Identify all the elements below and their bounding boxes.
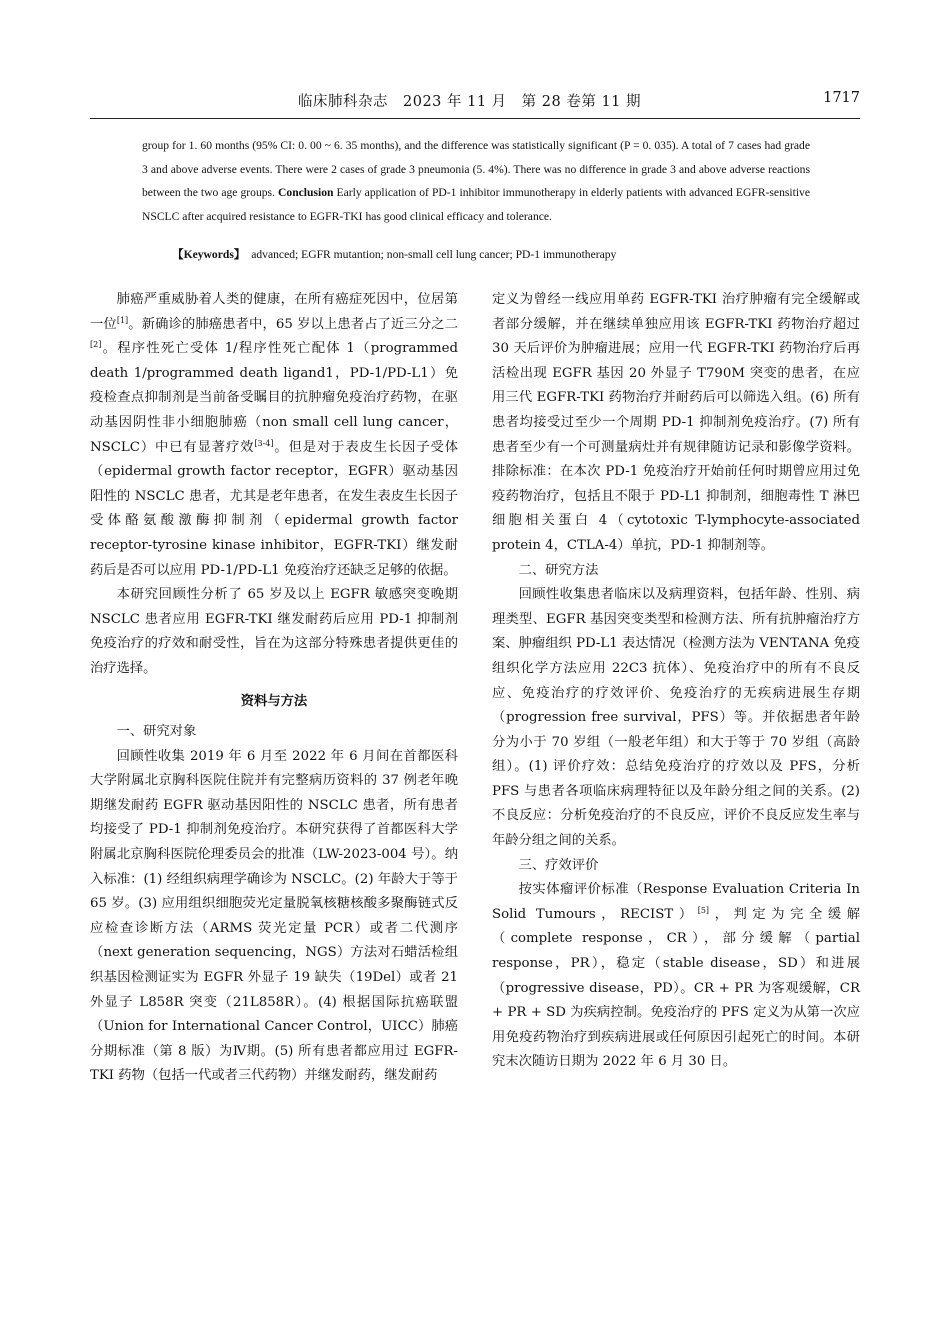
- methods-paragraph-1-continued: 定义为曾经一线应用单药 EGFR-TKI 治疗肿瘤有完全缓解或者部分缓解，并在继续单独应用该 EGFR-TKI 药物治疗超过 30 天后评价为肿瘤进展；应用一代 EGFR-TKI 药物治疗后再活检出现 EGFR 基因 20 外显子 T790M 突变的患者，在应用三代 EGFR-TKI 药物治疗并耐药后可以筛选入组。(6) 所有患者均接受过至少一个周期 PD-1 抑制剂免疫治疗。(7) 所有患者至少有一个可测量病灶并有规律随访记录和影像学资料。排除标准：在本次 PD-1 免疫治疗开始前任何时期曾应用过免疫药物治疗，包括且不限于 PD-L1 抑制剂，细胞毒性 T 淋巴细胞相关蛋白 4（cytotoxic T-lymphocyte-associated protein 4，CTLA-4）单抗，PD-1 抑制剂等。: [492, 292, 860, 553]
- methods-paragraph-2: 回顾性收集患者临床以及病理资料，包括年龄、性别、病理类型、EGFR 基因突变类型和检测方法、所有抗肿瘤治疗方案、肿瘤组织 PD-L1 表达情况（检测方法为 VENTANA 免疫组织化学方法应用 22C3 抗体）、免疫治疗中的所有不良反应、免疫治疗的疗效评价、免疫治疗的无疾病进展生存期（progression free survival，PFS）等。并依据患者年龄分为小于 70 岁组（一般老年组）和大于等于 70 岁组（高龄组）。(1) 评价疗效：总结免疫治疗的疗效以及 PFS，分析 PFS 与患者各项临床病理特征以及年龄分组之间的关系。(2) 不良反应：分析免疫治疗的不良反应，评价不良反应发生率与年龄分组之间的关系。: [492, 587, 860, 849]
- efficacy-text-b: ，判定为完全缓解（complete response，CR），部分缓解（partial response，PR），稳定（stable disease，SD）和进展（progressive disease，PD）。CR + PR 为客观缓解，CR + PR + SD 为疾病控制。免疫治疗的 PFS 定义为从第一次应用免疫药物治疗到疾病进展或任何原因引起死亡的时间。本研究末次随访日期为 2022 年 6 月 30 日。: [492, 906, 860, 1070]
- ref-1: [1]: [116, 315, 129, 325]
- methods-paragraph-1: 回顾性收集 2019 年 6 月至 2022 年 6 月间在首都医科大学附属北京胸科医院住院并有完整病历资料的 37 例老年晚期继发耐药 EGFR 驱动基因阳性的 NSCLC 患者，所有患者均接受了 PD-1 抑制剂免疫治疗。本研究获得了首都医科大学附属北京胸科医院伦理委员会的批准（LW-2023-004 号）。纳入标准：(1) 经组织病理学确诊为 NSCLC。(2) 年龄大于等于 65 岁。(3) 应用组织细胞荧光定量脱氧核糖核酸多聚酶链式反应检查诊断方法（ARMS 荧光定量 PCR）或者二代测序（next generation sequencing，NGS）方法对石蜡活检组织基因检测证实为 EGFR 外显子 19 缺失（19Del）或者 21 外显子 L858R 突变（21L858R）。(4) 根据国际抗癌联盟（Union for International Cancer Control，UICC）肺癌分期标准（第 8 版）为Ⅳ期。(5) 所有患者都应用过 EGFR-TKI 药物（包括一代或者三代药物）并继发耐药，继发耐药: [90, 748, 458, 1084]
- ref-2: [2]: [90, 340, 102, 350]
- keywords-label: 【Keywords】: [172, 248, 246, 261]
- journal-info: 临床肺科杂志 2023 年 11 月 第 28 卷第 11 期: [298, 94, 642, 110]
- running-header: [90, 84, 860, 119]
- subhead-study-methods: 二、研究方法: [518, 562, 599, 578]
- abstract-results: [142, 134, 810, 228]
- right-column: [492, 288, 860, 1075]
- conclusion-text: Early application of PD-1 inhibitor immunotherapy in elderly patients with advanced EGFR-sensitive NSCLC after acquired resistance to EGFR-TKI has good clinical efficacy and tolerance.: [142, 186, 810, 223]
- subhead-study-subjects: 一、研究对象: [116, 724, 197, 740]
- abstract-results-text: group for 1. 60 months (95% CI: 0. 00 ~ 6. 35 months), and the difference was statistically significant (P = 0. 035). A total of 7 cases had grade 3 and above adverse events. There were 2 cases of grade 3 pneumonia (5. 4%). There was no difference in grade 3 and above adverse reactions between the two age groups.: [142, 139, 810, 200]
- methods-paragraph-3: [492, 878, 860, 1075]
- ref-3-4: [3-4]: [254, 438, 274, 448]
- subhead-efficacy-evaluation: 三、疗效评价: [518, 857, 599, 873]
- intro-text-d: 。但是对于表皮生长因子受体（epidermal growth factor receptor，EGFR）驱动基因阳性的 NSCLC 患者，尤其是老年患者，在发生表皮生长因子受体酪氨酸激酶抑制剂（epidermal growth factor receptor-tyrosine kinase inhibitor，EGFR-TKI）继发耐药后是否可以应用 PD-1/PD-L1 免疫治疗还缺乏足够的依据。: [90, 439, 459, 578]
- intro-text-a: 肺癌严重威胁着人类的健康，在所有癌症死因中，位居第一位: [90, 292, 458, 332]
- section-title-methods: 资料与方法: [240, 693, 308, 709]
- efficacy-text-a: 按实体瘤评价标准（Response Evaluation Criteria In Solid Tumours，RECIST）: [492, 882, 860, 922]
- keywords-text: advanced; EGFR mutantion; non-small cell lung cancer; PD-1 immunotherapy: [251, 248, 617, 261]
- keywords-line: [172, 246, 616, 262]
- left-column: [90, 288, 458, 1089]
- intro-paragraph-2: 本研究回顾性分析了 65 岁及以上 EGFR 敏感突变晚期 NSCLC 患者应用 EGFR-TKI 继发耐药后应用 PD-1 抑制剂免疫治疗的疗效和耐受性，旨在为这部分特殊患者提供更佳的治疗选择。: [90, 587, 458, 676]
- conclusion-label: Conclusion: [278, 186, 334, 200]
- ref-5: [5]: [697, 905, 710, 915]
- intro-text-b: 。新确诊的肺癌患者中，65 岁以上患者占了近三分之二: [128, 316, 459, 332]
- intro-paragraph-1: [90, 288, 458, 583]
- page-number: 1717: [823, 90, 860, 106]
- english-abstract: [142, 134, 810, 228]
- intro-text-c: 。程序性死亡受体 1/程序性死亡配体 1（programmed death 1/programmed death ligand1，PD-1/PD-L1）免疫检查点抑制剂是当前备受瞩目的抗肿瘤免疫治疗药物，在驱动基因阴性非小细胞肺癌（non small cell lung cancer，NSCLC）中已有显著疗效: [90, 341, 458, 455]
